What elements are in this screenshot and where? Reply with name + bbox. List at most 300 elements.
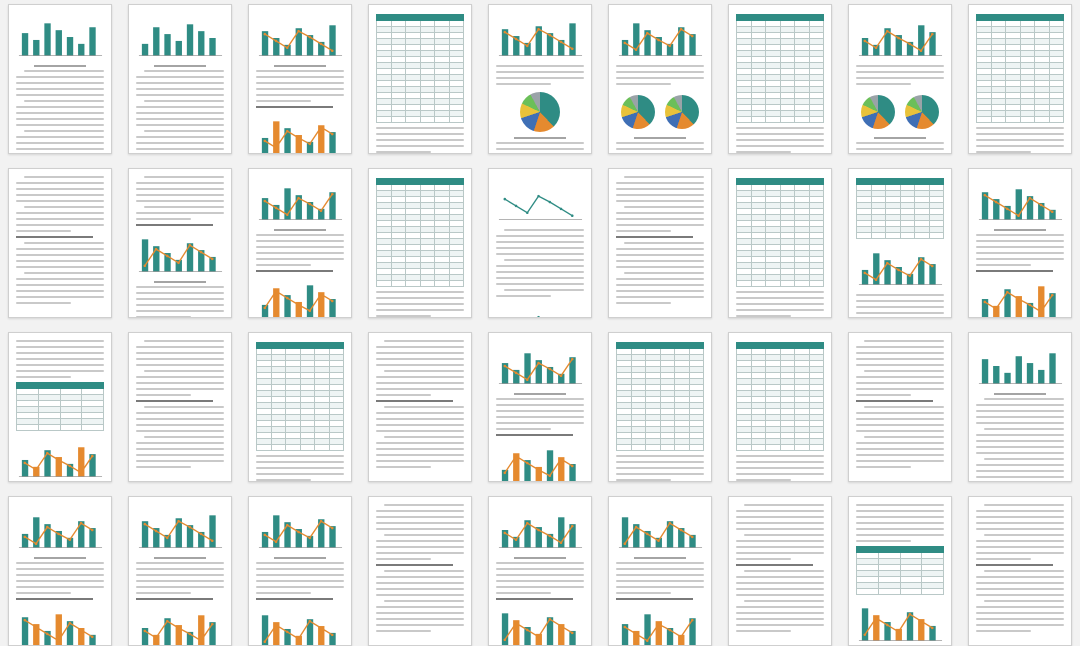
text-line	[856, 454, 944, 456]
chart-thumbnail	[256, 14, 344, 62]
text-line	[864, 370, 944, 372]
table-cell	[38, 425, 60, 431]
chart-point	[897, 37, 900, 40]
page-thumbnail[interactable]	[248, 4, 352, 154]
text-line	[976, 624, 1064, 626]
table-row	[977, 117, 1064, 123]
chart-bar	[22, 33, 28, 55]
text-line	[976, 410, 1064, 412]
table-cell	[17, 425, 39, 431]
table-cell	[406, 281, 421, 287]
chart-point	[886, 262, 889, 265]
text-line	[136, 412, 224, 414]
page-thumbnail[interactable]	[8, 168, 112, 318]
text-line	[376, 528, 464, 530]
page-thumbnail[interactable]	[248, 496, 352, 646]
text-line	[16, 182, 104, 184]
page-thumbnail[interactable]	[728, 496, 832, 646]
page-thumbnail[interactable]	[968, 168, 1072, 318]
chart-point	[24, 619, 27, 622]
page-thumbnail[interactable]	[128, 332, 232, 482]
text-line	[376, 510, 464, 512]
text-line	[736, 291, 824, 293]
table-cell	[406, 117, 421, 123]
page-thumbnail[interactable]	[968, 4, 1072, 154]
chart-point	[46, 526, 49, 529]
table-cell	[809, 281, 824, 287]
text-line	[16, 562, 104, 564]
chart-point	[571, 632, 574, 635]
table-cell	[809, 445, 824, 451]
text-line	[24, 272, 104, 274]
chart-point	[864, 40, 867, 43]
table-cell	[391, 281, 406, 287]
chart-point	[909, 613, 912, 616]
text-line	[376, 552, 464, 554]
page-thumbnail[interactable]	[608, 168, 712, 318]
table-cell	[377, 281, 392, 287]
pie-chart	[621, 95, 655, 129]
page-thumbnail[interactable]	[608, 4, 712, 154]
page-thumbnail[interactable]	[968, 496, 1072, 646]
text-line	[136, 194, 224, 196]
chart-point	[995, 308, 998, 311]
chart-point	[1029, 197, 1032, 200]
chart-bar	[929, 32, 935, 55]
table-cell	[1035, 117, 1050, 123]
chart-bar	[689, 34, 695, 56]
chart-bar	[569, 524, 575, 547]
section-heading	[16, 598, 93, 600]
chart-thumbnail	[496, 178, 584, 226]
text-line	[24, 70, 104, 72]
chart-point	[635, 633, 638, 636]
chart-point	[680, 636, 683, 639]
text-line	[856, 430, 944, 432]
text-line	[384, 406, 464, 408]
text-line	[736, 516, 824, 518]
text-line	[384, 570, 464, 572]
text-line	[736, 309, 824, 311]
text-line	[616, 562, 704, 564]
chart-point	[504, 638, 507, 641]
text-line	[256, 94, 344, 96]
chart-point	[920, 258, 923, 261]
table-cell	[60, 425, 82, 431]
table-cell	[449, 117, 464, 123]
text-line	[24, 206, 104, 208]
text-line	[616, 254, 704, 256]
chart-point	[646, 32, 649, 35]
text-line	[976, 440, 1064, 442]
page-thumbnail[interactable]	[128, 4, 232, 154]
page-thumbnail[interactable]	[248, 168, 352, 318]
chart-point	[549, 368, 552, 371]
page-thumbnail[interactable]	[488, 496, 592, 646]
text-line	[256, 473, 344, 475]
chart-thumbnail	[136, 230, 224, 278]
page-thumbnail[interactable]	[608, 496, 712, 646]
table-cell	[675, 445, 690, 451]
text-line	[976, 264, 1031, 266]
chart-point	[331, 193, 334, 196]
text-line	[24, 242, 104, 244]
table-row	[257, 445, 344, 451]
page-thumbnail[interactable]	[8, 332, 112, 482]
text-line	[736, 479, 791, 481]
chart-point	[189, 526, 192, 529]
chart-point	[560, 375, 563, 378]
text-line	[984, 570, 1064, 572]
chart-thumbnail	[16, 506, 104, 554]
text-line	[616, 142, 704, 144]
text-line	[376, 448, 464, 450]
text-line	[384, 370, 464, 372]
text-line	[376, 558, 431, 560]
text-line	[616, 586, 704, 588]
chart-point	[320, 520, 323, 523]
chart-point	[691, 35, 694, 38]
table-cell	[977, 117, 992, 123]
chart-point	[931, 33, 934, 36]
chart-point	[275, 207, 278, 210]
text-line	[856, 71, 944, 73]
chart-point	[515, 455, 518, 458]
page-thumbnail[interactable]	[848, 496, 952, 646]
text-line	[496, 283, 584, 285]
text-line	[504, 229, 584, 231]
chart-point	[331, 300, 334, 303]
chart-bar	[176, 41, 182, 56]
text-line	[16, 340, 104, 342]
chart-bar	[329, 526, 335, 548]
text-line	[736, 528, 824, 530]
text-line	[976, 151, 1031, 153]
text-line	[376, 303, 464, 305]
text-line	[736, 576, 824, 578]
page-thumbnail[interactable]	[968, 332, 1072, 482]
text-line	[496, 422, 584, 424]
text-line	[384, 340, 464, 342]
text-line	[256, 461, 344, 463]
text-line	[16, 278, 104, 280]
chart-point	[886, 30, 889, 33]
text-line	[616, 71, 704, 73]
page-thumbnail[interactable]	[368, 168, 472, 318]
chart-point	[669, 522, 672, 525]
page-thumbnail[interactable]	[488, 4, 592, 154]
page-thumbnail[interactable]	[728, 4, 832, 154]
data-table	[256, 342, 344, 451]
text-line	[136, 442, 224, 444]
text-line	[256, 100, 311, 102]
page-thumbnail[interactable]	[488, 332, 592, 482]
text-line	[856, 412, 944, 414]
page-thumbnail[interactable]	[848, 4, 952, 154]
text-line	[736, 624, 824, 626]
section-heading	[256, 270, 333, 272]
text-line	[616, 278, 704, 280]
text-line	[384, 436, 464, 438]
text-line	[376, 466, 431, 468]
section-heading	[496, 434, 573, 436]
chart-point	[286, 631, 289, 634]
table-row	[737, 117, 824, 123]
figure-caption	[274, 229, 325, 231]
text-line	[16, 574, 104, 576]
text-line	[136, 82, 224, 84]
chart-point	[211, 539, 214, 542]
text-line	[856, 83, 911, 85]
page-thumbnail[interactable]	[368, 496, 472, 646]
text-line	[376, 582, 464, 584]
chart-point	[864, 272, 867, 275]
chart-bar	[1004, 373, 1010, 384]
page-thumbnail[interactable]	[128, 168, 232, 318]
page-thumbnail[interactable]	[368, 4, 472, 154]
chart-point	[537, 195, 540, 198]
text-line	[256, 580, 344, 582]
text-line	[984, 600, 1064, 602]
chart-point	[691, 536, 694, 539]
page-thumbnail[interactable]	[8, 496, 112, 646]
chart-thumbnail	[136, 604, 224, 646]
text-line	[16, 106, 104, 108]
page-thumbnail[interactable]	[728, 332, 832, 482]
chart-point	[657, 39, 660, 42]
text-line	[16, 118, 104, 120]
text-line	[256, 234, 344, 236]
chart-thumbnail	[16, 435, 104, 482]
text-line	[976, 546, 1064, 548]
chart-point	[571, 47, 574, 50]
text-line	[496, 428, 551, 430]
text-line	[24, 176, 104, 178]
text-line	[136, 394, 191, 396]
table-cell	[809, 117, 824, 123]
figure-caption	[274, 557, 325, 559]
text-line	[16, 88, 104, 90]
text-line	[504, 289, 584, 291]
chart-point	[920, 620, 923, 623]
chart-point	[57, 533, 60, 536]
chart-bar	[1016, 356, 1022, 383]
text-line	[856, 376, 944, 378]
text-line	[616, 212, 704, 214]
text-line	[16, 352, 104, 354]
table-cell	[929, 233, 944, 239]
table-cell	[922, 589, 944, 595]
table-cell	[857, 589, 879, 595]
text-line	[976, 576, 1064, 578]
chart-point	[91, 636, 94, 639]
section-heading	[736, 564, 813, 566]
text-line	[256, 455, 344, 457]
text-line	[856, 466, 911, 468]
chart-point	[1006, 291, 1009, 294]
text-line	[984, 398, 1064, 400]
text-line	[616, 188, 704, 190]
page-thumbnail[interactable]	[368, 332, 472, 482]
text-line	[144, 70, 224, 72]
text-line	[736, 473, 824, 475]
text-line	[16, 260, 104, 262]
text-line	[976, 416, 1064, 418]
text-line	[856, 460, 944, 462]
text-line	[736, 612, 824, 614]
text-line	[496, 295, 551, 297]
text-line	[376, 454, 464, 456]
chart-point	[57, 459, 60, 462]
text-line	[736, 606, 824, 608]
chart-thumbnail	[976, 178, 1064, 226]
chart-point	[35, 626, 38, 629]
page-thumbnail[interactable]	[728, 168, 832, 318]
chart-point	[1017, 298, 1020, 301]
chart-point	[320, 293, 323, 296]
chart-point	[526, 45, 529, 48]
chart-point	[909, 43, 912, 46]
table-row	[17, 425, 104, 431]
text-line	[496, 586, 584, 588]
text-line	[16, 290, 104, 292]
text-line	[376, 388, 464, 390]
chart-point	[624, 542, 627, 545]
text-line	[256, 264, 311, 266]
text-line	[976, 476, 1064, 478]
chart-point	[657, 623, 660, 626]
text-line	[136, 106, 224, 108]
text-line	[376, 133, 464, 135]
text-line	[856, 300, 944, 302]
chart-thumbnail	[256, 604, 344, 646]
text-line	[976, 630, 1031, 632]
chart-point	[177, 627, 180, 630]
chart-bar	[982, 359, 988, 383]
text-line	[136, 388, 224, 390]
text-line	[136, 124, 224, 126]
chart-point	[297, 304, 300, 307]
text-line	[736, 303, 824, 305]
table-cell	[900, 589, 922, 595]
text-line	[496, 247, 584, 249]
table-cell	[737, 281, 752, 287]
table-cell	[751, 281, 766, 287]
text-line	[856, 528, 944, 530]
chart-thumbnail	[496, 342, 584, 390]
figure-caption	[634, 557, 685, 559]
text-line	[376, 127, 464, 129]
chart-thumbnail	[496, 301, 584, 318]
text-line	[856, 442, 944, 444]
text-line	[136, 418, 224, 420]
chart-point	[297, 137, 300, 140]
text-line	[16, 218, 104, 220]
text-line	[16, 568, 104, 570]
chart-point	[309, 203, 312, 206]
data-table	[976, 14, 1064, 123]
text-line	[616, 574, 704, 576]
page-thumbnail[interactable]	[488, 168, 592, 318]
table-cell	[82, 425, 104, 431]
page-thumbnail[interactable]	[8, 4, 112, 154]
chart-point	[309, 309, 312, 312]
chart-point	[264, 307, 267, 310]
text-line	[376, 576, 464, 578]
text-line	[136, 148, 224, 150]
chart-bar	[142, 44, 148, 56]
page-thumbnail[interactable]	[608, 332, 712, 482]
text-line	[376, 430, 464, 432]
pie-chart	[665, 95, 699, 129]
page-thumbnail[interactable]	[248, 332, 352, 482]
text-line	[616, 260, 704, 262]
text-line	[496, 398, 584, 400]
text-line	[616, 148, 704, 150]
figure-caption	[634, 137, 685, 139]
table-row	[857, 233, 944, 239]
chart-thumbnail	[256, 178, 344, 226]
pie-charts	[616, 89, 704, 135]
text-line	[976, 258, 1064, 260]
pie-charts	[856, 89, 944, 135]
chart-bar	[569, 23, 575, 55]
page-thumbnail[interactable]	[848, 332, 952, 482]
text-line	[616, 473, 704, 475]
table-cell	[1020, 117, 1035, 123]
text-line	[616, 467, 704, 469]
chart-point	[177, 262, 180, 265]
chart-thumbnail	[136, 14, 224, 62]
text-line	[856, 346, 944, 348]
text-line	[744, 504, 824, 506]
chart-thumbnail	[496, 604, 584, 646]
text-line	[376, 376, 464, 378]
text-line	[976, 422, 1064, 424]
chart-point	[560, 625, 563, 628]
chart-point	[144, 630, 147, 633]
text-line	[744, 570, 824, 572]
page-thumbnail[interactable]	[128, 496, 232, 646]
table-cell	[300, 445, 315, 451]
chart-bar	[89, 454, 95, 476]
table-cell	[991, 117, 1006, 123]
chart-point	[200, 639, 203, 642]
section-heading	[136, 400, 213, 402]
text-line	[864, 436, 944, 438]
text-line	[256, 246, 344, 248]
text-line	[496, 265, 584, 267]
chart-point	[264, 33, 267, 36]
chart-point	[995, 201, 998, 204]
text-line	[16, 142, 104, 144]
page-thumbnail[interactable]	[848, 168, 952, 318]
table-row	[377, 117, 464, 123]
text-line	[976, 594, 1064, 596]
table-cell	[1049, 117, 1064, 123]
text-line	[856, 388, 944, 390]
data-table	[616, 342, 704, 451]
chart-point	[320, 210, 323, 213]
text-line	[136, 346, 224, 348]
text-line	[496, 65, 584, 67]
text-line	[496, 580, 584, 582]
text-line	[736, 618, 824, 620]
chart-point	[504, 472, 507, 475]
chart-point	[166, 255, 169, 258]
text-line	[376, 358, 464, 360]
text-line	[376, 522, 464, 524]
